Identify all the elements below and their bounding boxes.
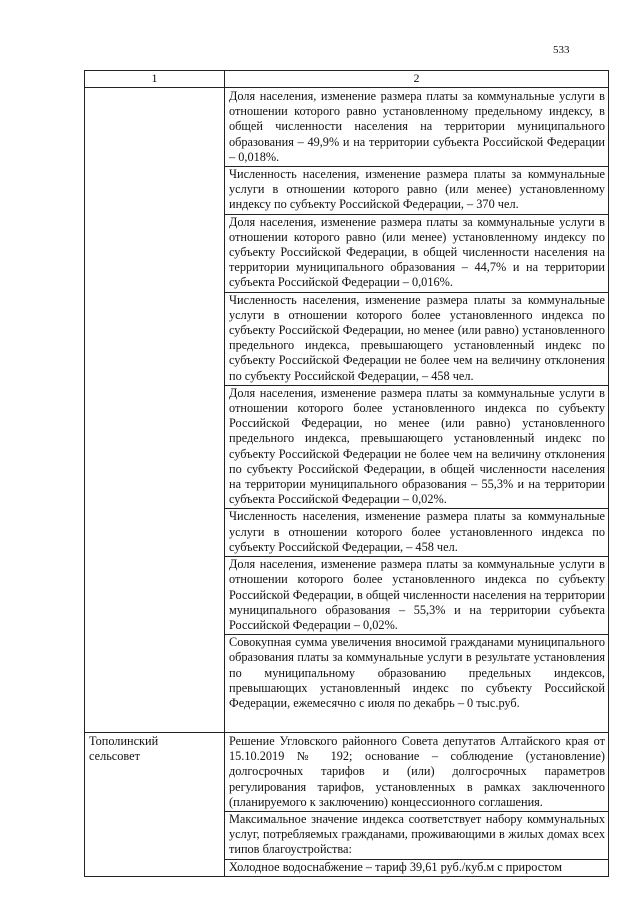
document-table [84,70,609,877]
municipality-cell [85,88,225,733]
column-header-1: 1 [85,71,225,88]
paragraph: Численность населения, изменение размера платы за коммунальные услуги в отношении которого более установленного индекса по субъекту Российской Федерации, – 458 чел. [229,509,605,554]
page-number: 533 [553,44,570,56]
paragraph: Решение Угловского районного Совета депутатов Алтайского края от 15.10.2019 № 192; основание – соблюдение (установление) долгосрочных тарифов и (или) долгосрочных параметров регулирования тарифов, установленных в рамках заключенного (планируемого к заключению) концессионного соглашения. [229,734,605,809]
paragraph: Совокупная сумма увеличения вносимой гражданами муниципального образования платы за коммунальные услуги в результате установления по муниципальному образованию предельных индексов, превышающих установленный индекс по субъекту Российской Федерации, ежемесячно с июля по декабрь – 0 тыс.руб. [229,635,605,710]
table-row [85,88,609,733]
table-row [85,733,609,877]
indicators-cell [225,733,609,877]
paragraph: Холодное водоснабжение – тариф 39,61 руб./куб.м с приростом [229,859,563,874]
table-header-row [85,71,609,88]
municipality-cell: Тополинский сельсовет [85,733,225,877]
paragraph: Численность населения, изменение размера платы за коммунальные услуги в отношении которого более установленного индекса по субъекту Российской Федерации, но менее (или равно) установленного предельного индекса, превышающего установленный индекс по субъекту Российской Федерации не более чем на величину отклонения по субъекту Российской Федерации, – 458 чел. [229,292,605,383]
paragraph: Доля населения, изменение размера платы за коммунальные услуги в отношении которого более установленного индекса по субъекту Российской Федерации, но менее (или равно) установленного предельного индекса, превышающего установленный индекс по субъекту Российской Федерации не более чем на величину отклонения по субъекту Российской Федерации, в общей численности населения на территории муниципального образования – 55,3% и на территории субъекта Российской Федерации – 0,02%. [229,385,605,507]
column-header-2: 2 [225,71,609,88]
paragraph: Доля населения, изменение размера платы за коммунальные услуги в отношении которого равно (или менее) установленному индексу по субъекту Российской Федерации, в общей численности населения на территории муниципального образования – 44,7% и на территории субъекта Российской Федерации – 0,016%. [229,214,605,290]
paragraph: Максимальное значение индекса соответствует набору коммунальных услуг, потребляемых гражданами, проживающими в жилых домах всех типов благоустройства: [229,812,605,857]
paragraph: Доля населения, изменение размера платы за коммунальные услуги в отношении которого равно установленному предельному индексу, в общей численности населения на территории муниципального образования – 49,9% и на территории субъекта Российской Федерации – 0,018%. [229,89,605,164]
paragraph: Численность населения, изменение размера платы за коммунальные услуги в отношении которого равно (или менее) установленному индексу по субъекту Российской Федерации, – 370 чел. [229,167,605,212]
paragraph: Доля населения, изменение размера платы за коммунальные услуги в отношении которого более установленного индекса по субъекту Российской Федерации, в общей численности населения на территории муниципального образования – 55,3% и на территории субъекта Российской Федерации – 0,02%. [229,557,605,632]
indicators-cell [225,88,609,733]
